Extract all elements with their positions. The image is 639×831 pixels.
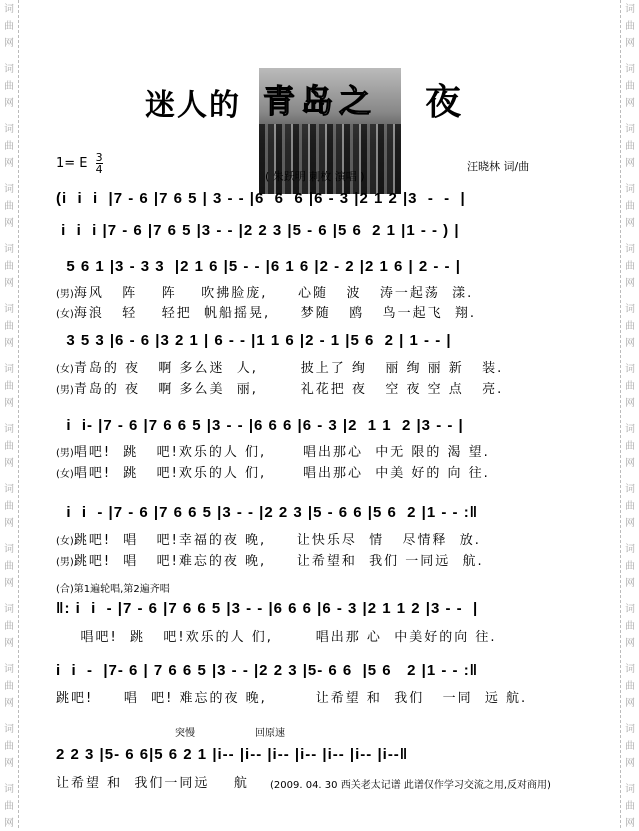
watermark-char: 曲 <box>4 21 14 32</box>
watermark-char: 曲 <box>4 441 14 452</box>
watermark-char: 网 <box>625 278 635 289</box>
lyric-line: 让希望 和 我们一同远 航 <box>56 776 249 791</box>
watermark-char: 网 <box>625 758 635 769</box>
title-suffix: 夜 <box>425 82 462 123</box>
watermark-char: 网 <box>625 638 635 649</box>
staff-6-notes: i i - |7 - 6 |7 6 6 5 |3 - - |2 2 3 |5 - 6 6 |5 6 2 |1 - - :‖ <box>56 504 479 521</box>
watermark-char: 网 <box>4 818 14 829</box>
watermark-char: 网 <box>625 398 635 409</box>
watermark-char: 词 <box>4 244 14 255</box>
watermark-char: 曲 <box>625 201 635 212</box>
watermark-char: 网 <box>4 518 14 529</box>
watermark-char: 曲 <box>625 501 635 512</box>
watermark-char: 曲 <box>625 381 635 392</box>
watermark-char: 网 <box>4 578 14 589</box>
watermark-right <box>620 0 639 828</box>
performance-note: (合)第1遍轮唱,第2遍齐唱 <box>56 584 170 595</box>
watermark-char: 词 <box>625 304 635 315</box>
watermark-char: 曲 <box>4 621 14 632</box>
watermark-char: 网 <box>625 158 635 169</box>
watermark-char: 词 <box>625 604 635 615</box>
lyric-line: (女)海浪 轻 轻把 帆船摇晃, 梦随 鸥 鸟一起飞 翔. <box>56 306 476 321</box>
watermark-char: 网 <box>625 458 635 469</box>
watermark-char: 网 <box>4 338 14 349</box>
watermark-char: 词 <box>625 244 635 255</box>
watermark-char: 词 <box>4 364 14 375</box>
title-middle: 青岛之 <box>263 82 378 120</box>
staff-5-notes: i i- |7 - 6 |7 6 6 5 |3 - - |6 6 6 |6 - 3 |2 1 1 2 |3 - - | <box>56 417 464 434</box>
key-signature <box>56 152 103 175</box>
watermark-char: 网 <box>625 518 635 529</box>
watermark-char: 词 <box>4 184 14 195</box>
watermark-char: 网 <box>625 578 635 589</box>
watermark-char: 词 <box>4 604 14 615</box>
watermark-char: 曲 <box>4 741 14 752</box>
footnote: (2009. 04. 30 西关老太记谱 此谱仅作学习交流之用,反对商用) <box>270 780 551 791</box>
lyric-line: (男)跳吧! 唱 吧!难忘的夜 晚, 让希望和 我们 一同远 航. <box>56 554 484 569</box>
watermark-char: 曲 <box>625 741 635 752</box>
watermark-char: 词 <box>625 364 635 375</box>
watermark-char: 曲 <box>4 321 14 332</box>
lyric-line: (女)唱吧! 跳 吧!欢乐的人 们, 唱出那心 中美 好的 向 往. <box>56 466 490 481</box>
watermark-char: 曲 <box>625 681 635 692</box>
watermark-char: 词 <box>4 124 14 135</box>
watermark-char: 网 <box>625 98 635 109</box>
watermark-char: 曲 <box>625 261 635 272</box>
watermark-char: 词 <box>625 664 635 675</box>
watermark-char: 词 <box>625 424 635 435</box>
watermark-char: 词 <box>625 724 635 735</box>
watermark-char: 网 <box>4 218 14 229</box>
watermark-char: 网 <box>4 398 14 409</box>
watermark-char: 网 <box>4 758 14 769</box>
watermark-char: 曲 <box>625 561 635 572</box>
watermark-char: 网 <box>4 38 14 49</box>
watermark-char: 曲 <box>625 81 635 92</box>
lyric-line: 唱吧! 跳 吧!欢乐的人 们, 唱出那 心 中美好的向 往. <box>56 630 497 645</box>
watermark-char: 曲 <box>4 141 14 152</box>
watermark-char: 网 <box>4 458 14 469</box>
watermark-char: 网 <box>4 158 14 169</box>
staff-8-notes: i i - |7- 6 | 7 6 6 5 |3 - - |2 2 3 |5- 6 6 |5 6 2 |1 - - :‖ <box>56 662 479 679</box>
watermark-char: 曲 <box>4 801 14 812</box>
watermark-left <box>0 0 19 828</box>
lyric-line: (男)青岛的 夜 啊 多么美 丽, 礼花把 夜 空 夜 空 点 亮. <box>56 382 504 397</box>
watermark-char: 词 <box>4 304 14 315</box>
watermark-char: 曲 <box>625 441 635 452</box>
watermark-char: 曲 <box>4 261 14 272</box>
watermark-char: 网 <box>4 698 14 709</box>
watermark-char: 词 <box>625 124 635 135</box>
watermark-char: 曲 <box>625 801 635 812</box>
a-tempo-mark: 回原速 <box>255 728 285 739</box>
watermark-char: 词 <box>4 64 14 75</box>
watermark-char: 曲 <box>625 321 635 332</box>
watermark-char: 曲 <box>625 141 635 152</box>
watermark-char: 词 <box>4 4 14 15</box>
watermark-char: 词 <box>625 784 635 795</box>
watermark-char: 词 <box>4 484 14 495</box>
watermark-char: 网 <box>4 98 14 109</box>
watermark-char: 词 <box>625 184 635 195</box>
watermark-char: 词 <box>4 724 14 735</box>
staff-2-notes: i i i |7 - 6 |7 6 5 |3 - - |2 2 3 |5 - 6 |5 6 2 1 |1 - - ) | <box>56 222 460 239</box>
lyric-line: (男)海风 阵 阵 吹拂脸庞, 心随 波 涛一起荡 漾. <box>56 286 474 301</box>
staff-9-notes: 2 2 3 |5- 6 6|5 6 2 1 |i-- |i-- |i-- |i-- |i-- |i-- |i--‖ <box>56 746 409 763</box>
watermark-char: 曲 <box>4 681 14 692</box>
watermark-char: 词 <box>625 484 635 495</box>
watermark-char: 网 <box>625 218 635 229</box>
ritardando-mark: 突慢 <box>175 728 195 739</box>
title-prefix: 迷人的 <box>145 88 241 123</box>
watermark-char: 网 <box>625 338 635 349</box>
staff-1-notes: (i i i |7 - 6 |7 6 5 | 3 - - |6 6 6 |6 - 3 |2 1 2 |3 - - | <box>56 190 466 207</box>
watermark-char: 曲 <box>4 81 14 92</box>
lyric-line: 跳吧! 唱 吧! 难忘的夜 晚, 让希望 和 我们 一同 远 航. <box>56 691 528 706</box>
watermark-char: 网 <box>625 698 635 709</box>
staff-4-notes: 3 5 3 |6 - 6 |3 2 1 | 6 - - |1 1 6 |2 - 1 |5 6 2 | 1 - - | <box>56 332 452 349</box>
watermark-char: 网 <box>4 278 14 289</box>
key-label: 1= E <box>56 156 88 171</box>
watermark-char: 词 <box>4 784 14 795</box>
watermark-char: 曲 <box>625 21 635 32</box>
watermark-char: 曲 <box>4 561 14 572</box>
staff-3-notes: 5 6 1 |3 - 3 3 |2 1 6 |5 - - |6 1 6 |2 - 2 |2 1 6 | 2 - - | <box>56 258 461 275</box>
lyric-line: (男)唱吧! 跳 吧!欢乐的人 们, 唱出那心 中无 限的 渴 望. <box>56 445 490 460</box>
watermark-char: 曲 <box>4 381 14 392</box>
watermark-char: 词 <box>625 64 635 75</box>
watermark-char: 词 <box>4 424 14 435</box>
watermark-char: 曲 <box>625 621 635 632</box>
staff-7-notes: ‖: i i - |7 - 6 |7 6 6 5 |3 - - |6 6 6 |6 - 3 |2 1 1 2 |3 - - | <box>56 600 479 617</box>
watermark-char: 网 <box>625 38 635 49</box>
watermark-char: 网 <box>625 818 635 829</box>
watermark-char: 曲 <box>4 201 14 212</box>
watermark-char: 词 <box>625 544 635 555</box>
time-signature: $\frac{3}{4}$ <box>95 151 103 176</box>
watermark-char: 曲 <box>4 501 14 512</box>
lyric-line: (女)跳吧! 唱 吧!幸福的夜 晚, 让快乐尽 情 尽情释 放. <box>56 533 481 548</box>
lyric-line: (女)青岛的 夜 啊 多么迷 人, 披上了 绚 丽 绚 丽 新 装. <box>56 361 504 376</box>
watermark-char: 网 <box>4 638 14 649</box>
watermark-char: 词 <box>4 544 14 555</box>
author: 汪晓林 词/曲 <box>467 160 530 173</box>
singers: ( 朱跃明 刺枚 演唱 ) <box>265 170 365 183</box>
watermark-char: 词 <box>4 664 14 675</box>
watermark-char: 词 <box>625 4 635 15</box>
